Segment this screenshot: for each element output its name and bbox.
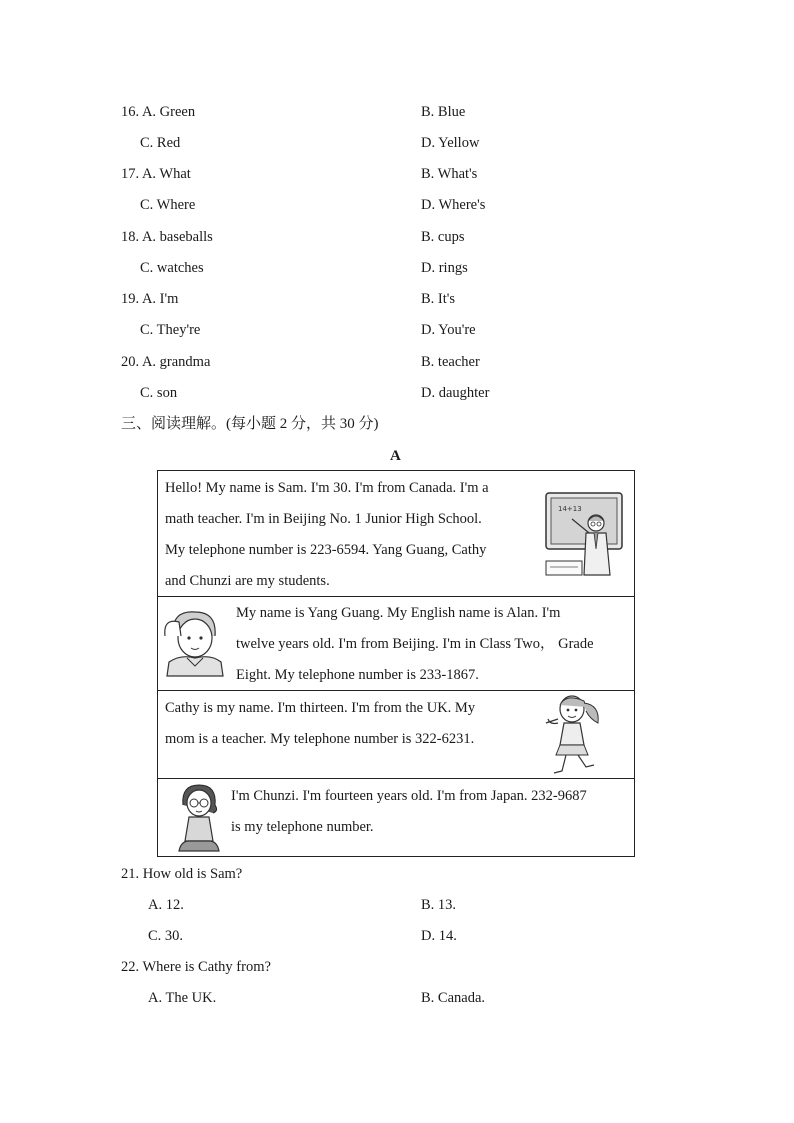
q19-option-c: C. They're — [140, 322, 201, 338]
girl-chunzi-illustration — [175, 783, 223, 855]
sam-line-3: My telephone number is 223-6594. Yang Guang, Cathy — [165, 542, 487, 558]
girl-cathy-illustration — [542, 693, 608, 777]
q19-option-b: B. It's — [421, 291, 456, 307]
q21-stem: 21. How old is Sam? — [121, 866, 243, 882]
blackboard-text: 14+13 — [558, 505, 582, 513]
passage-sam-box — [157, 470, 635, 597]
boy-yang-illustration — [161, 606, 225, 678]
q17-option-a: 17. A. What — [121, 166, 191, 182]
chunzi-line-2: is my telephone number. — [231, 819, 374, 835]
yang-line-1: My name is Yang Guang. My English name is Alan. I'm — [236, 605, 561, 621]
q18-option-b: B. cups — [421, 229, 465, 245]
teacher-illustration — [544, 489, 628, 577]
q17-option-b: B. What's — [421, 166, 478, 182]
q19-option-a: 19. A. I'm — [121, 291, 179, 307]
chunzi-line-1: I'm Chunzi. I'm fourteen years old. I'm from Japan. 232-9687 — [231, 788, 587, 804]
q16-option-c: C. Red — [140, 135, 181, 151]
q16-option-b: B. Blue — [421, 104, 466, 120]
sam-line-2: math teacher. I'm in Beijing No. 1 Junior High School. — [165, 511, 482, 527]
yang-line-3: Eight. My telephone number is 233-1867. — [236, 667, 479, 683]
q21-option-a: A. 12. — [148, 897, 184, 913]
sam-line-1: Hello! My name is Sam. I'm 30. I'm from Canada. I'm a — [165, 480, 489, 496]
passage-title: A — [390, 448, 401, 464]
q20-option-c: C. son — [140, 385, 178, 401]
q22-option-b: B. Canada. — [421, 990, 486, 1006]
q20-option-d: D. daughter — [421, 385, 490, 401]
q21-option-d: D. 14. — [421, 928, 457, 944]
q22-stem: 22. Where is Cathy from? — [121, 959, 271, 975]
q17-option-c: C. Where — [140, 197, 196, 213]
passage-chunzi-box — [157, 778, 635, 857]
yang-line-2: twelve years old. I'm from Beijing. I'm in Class Two， Grade — [236, 636, 594, 652]
sam-line-4: and Chunzi are my students. — [165, 573, 330, 589]
q17-option-d: D. Where's — [421, 197, 486, 213]
cathy-line-2: mom is a teacher. My telephone number is 322-6231. — [165, 731, 475, 747]
section-title: 三、阅读理解。(每小题 2 分，共 30 分) — [121, 416, 379, 432]
cathy-line-1: Cathy is my name. I'm thirteen. I'm from the UK. My — [165, 700, 476, 716]
passage-cathy-box — [157, 690, 635, 779]
q18-option-d: D. rings — [421, 260, 468, 276]
q19-option-d: D. You're — [421, 322, 476, 338]
q20-option-a: 20. A. grandma — [121, 354, 211, 370]
q18-option-a: 18. A. baseballs — [121, 229, 213, 245]
q21-option-c: C. 30. — [148, 928, 184, 944]
q18-option-c: C. watches — [140, 260, 204, 276]
q21-option-b: B. 13. — [421, 897, 457, 913]
q22-option-a: A. The UK. — [148, 990, 217, 1006]
q20-option-b: B. teacher — [421, 354, 480, 370]
q16-option-a: 16. A. Green — [121, 104, 196, 120]
q16-option-d: D. Yellow — [421, 135, 480, 151]
passage-yang-box — [157, 596, 635, 691]
